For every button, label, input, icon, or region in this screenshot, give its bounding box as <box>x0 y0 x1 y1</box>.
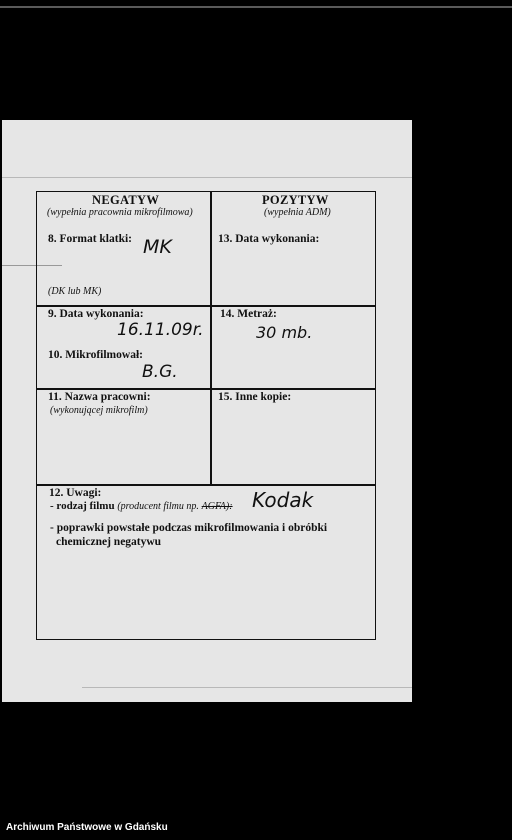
film-type-value: Kodak <box>252 488 314 512</box>
top-border-line <box>0 6 512 8</box>
remarks-label: 12. Uwagi: <box>49 487 102 499</box>
other-copies-label: 15. Inne kopie: <box>218 391 292 403</box>
row-divider <box>36 388 376 390</box>
pozytyw-subtitle: (wypełnia ADM) <box>264 207 331 218</box>
negatyw-subtitle: (wypełnia pracownia mikrofilmowa) <box>47 207 193 218</box>
negatyw-title: NEGATYW <box>92 193 160 207</box>
date-made-label: 9. Data wykonania: <box>48 308 144 320</box>
format-value: MK <box>143 236 172 258</box>
archive-footer: Archiwum Państwowe w Gdańsku <box>6 822 168 833</box>
corrections-line-1: - poprawki powstałe podczas mikrofilmowania i obróbki <box>50 522 328 534</box>
scan-artifact-line <box>82 687 412 688</box>
corrections-line-2: chemicznej negatywu <box>56 536 162 548</box>
length-value: 30 mb. <box>256 323 313 342</box>
pozytyw-title: POZYTYW <box>262 193 329 207</box>
microfilmed-by-label: 10. Mikrofilmował: <box>48 349 143 361</box>
column-divider <box>210 191 212 485</box>
lab-name-label: 11. Nazwa pracowni: <box>48 391 151 403</box>
row-divider <box>36 484 376 486</box>
film-type-label: - rodzaj filmu <box>50 500 115 512</box>
microfilmed-by-value: B.G. <box>142 362 178 382</box>
scan-artifact-line <box>2 177 412 178</box>
length-label: 14. Metraż: <box>220 308 277 320</box>
date-made-value: 16.11.09r. <box>117 320 204 340</box>
film-type-hint-struck: AGFA): <box>201 501 233 512</box>
film-type-line <box>50 500 233 512</box>
lab-name-hint: (wykonującej mikrofilm) <box>50 405 148 416</box>
positive-date-label: 13. Data wykonania: <box>218 233 320 245</box>
format-hint: (DK lub MK) <box>48 286 102 297</box>
film-type-hint: (producent filmu np. <box>117 501 199 512</box>
row-divider <box>36 305 376 307</box>
format-label: 8. Format klatki: <box>48 233 133 245</box>
